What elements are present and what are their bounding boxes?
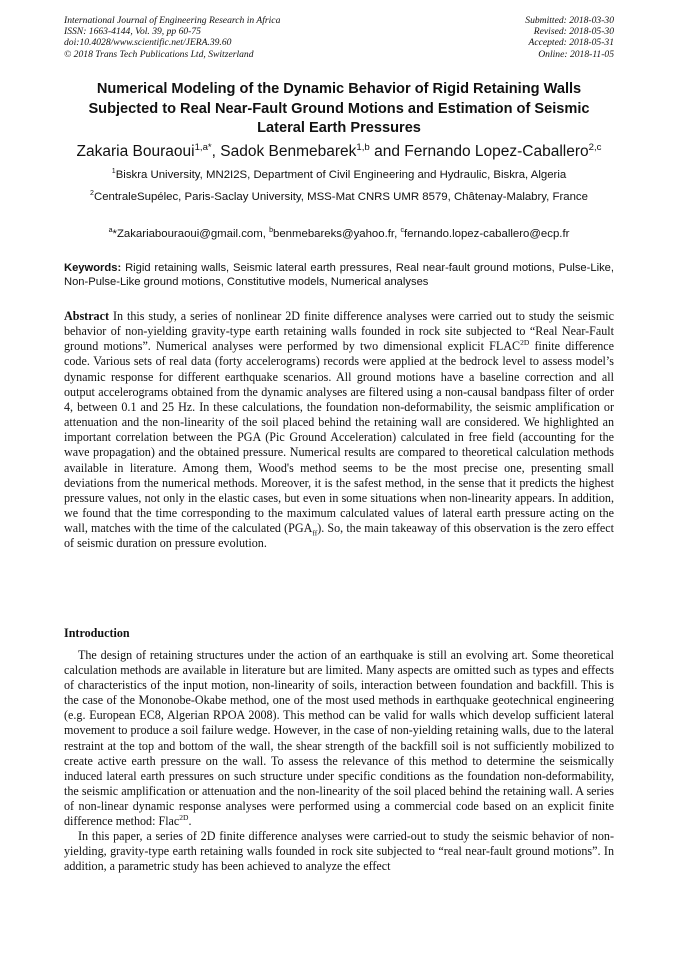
keywords-block [64,261,614,290]
accepted-date: Accepted: 2018-05-31 [528,37,614,49]
abstract-block [64,309,614,552]
author-list [30,142,648,162]
author-separator: , [211,143,221,160]
online-date: Online: 2018-11-05 [538,48,614,60]
affiliation-2 [60,190,618,205]
author-separator: and [369,143,405,160]
introduction-heading: Introduction [64,626,130,640]
journal-header-right [525,15,614,60]
journal-name: International Journal of Engineering Research in Africa [64,15,281,26]
issn-line: ISSN: 1663-4144, Vol. 39, pp 60-75 [64,26,201,38]
author-2: Sadok Benmebarek [220,143,357,160]
journal-header-left [64,15,280,60]
email-b: benmebareks@yahoo.fr, [272,228,401,240]
abstract-text-1: In this study, a series of nonlinear 2D finite difference analyses were carried out to study the seismic behavior of non-yielding gravity-type earth retaining walls founded in rock site subjected to “Real Near-Fault ground motions”. Numerical analyses were performed by two dimensional explicit FLAC [64,309,614,354]
keywords-text: Rigid retaining walls, Seismic lateral earth pressures, Real near-fault ground motions, Pulse-Like, Non-Pulse-Like ground motions, Constitutive models, Numerical analyses [64,262,614,289]
intro-superscript: 2D [179,813,189,822]
affiliation-1 [60,168,618,183]
title-line-1: Numerical Modeling of the Dynamic Behavior of Rigid Retaining Walls [96,81,582,97]
abstract-superscript: 2D [520,338,530,348]
paragraph [64,648,614,829]
author-2-marks: 1,b [356,141,370,153]
revised-date: Revised: 2018-05-30 [533,26,614,38]
title-line-2: Subjected to Real Near-Fault Ground Motions and Estimation of Seismic [88,100,590,117]
author-1-marks: 1,a* [194,141,212,153]
doi-line: doi:10.4028/www.scientific.net/JERA.39.60 [64,37,232,49]
affiliation-1-text: Biskra University, MN2I2S, Department of Civil Engineering and Hydraulic, Biskra, Algeria [115,169,567,181]
email-b-mark: b [269,227,273,235]
author-3-marks: 2,c [588,141,602,153]
abstract-text-3: ). So, the main takeaway of this observation is the zero effect of seismic duration on pressure evolution. [64,521,614,551]
abstract-text-2: finite difference code. Various sets of real data (forty accelerograms) records were applied at the bedrock level to assess model’s dynamic response for different earthquake scenarios. All ground motions have a baseline correction and all output accelerograms obtained from the dynamic analyses are filtered using a non-causal bandpass filter of order 4, between 0.1 and 25 Hz. In these calculations, the foundation non-deformability, the seismic amplification or attenuation and the non-linearity of the soil placed behind the retaining wall are considered. We highlighted an important correlation between the PGA (Pic Ground Acceleration) calculated in free field (accounting for the wave propagation) and the obtained pressure. Numerical results are compared to theoretical calculation methods available in literature. Among them, Wood's method seems to be the most precise one, presenting small deviations from the numerical methods. Moreover, it is the safest method, in the sense that it predicts the highest pressure values, not only in the elastic cases, but even in some situations when non-linearity appears. In addition, we found that the time corresponding to the maximum calculated values of lateral earth pressure acting on the wall, matches with the time of the calculated (PGA [64,339,615,536]
email-c-mark: c [400,227,404,235]
intro-paragraph-1-end: . [188,814,192,829]
title-line-3: Lateral Earth Pressures [257,120,421,136]
author-1: Zakaria Bouraoui [76,143,195,160]
author-3: Fernando Lopez-Caballero [404,143,589,160]
affiliation-2-text: CentraleSupélec, Paris-Saclay University, MSS-Mat CNRS UMR 8579, Châtenay-Malabry, France [93,191,588,203]
email-c: fernando.lopez-caballero@ecp.fr [403,228,570,240]
introduction-body [64,648,614,874]
abstract-label: Abstract [64,309,110,323]
submitted-date: Submitted: 2018-03-30 [525,15,614,26]
abstract-subscript: ff [312,528,318,538]
keywords-label: Keywords: [64,262,122,274]
copyright-line: © 2018 Trans Tech Publications Ltd, Switzerland [64,48,254,60]
email-a: *Zakariabouraoui@gmail.com, [112,228,270,240]
paper-title [40,80,638,139]
email-a-mark: a [108,227,113,235]
affiliation-1-mark: 1 [111,168,116,176]
author-emails [60,227,618,242]
intro-paragraph-1: The design of retaining structures under the action of an earthquake is still an evolving art. Some theoretical calculation methods are available in literature but are limited. Many aspects are omitted such as types and effects of characteristics of the input motion, non-linearity of soils, interaction between foundation and backfill. This is the case of the Mononobe-Okabe method, one of the most used methods in earthquake geotechnical engineering (e.g. European EC8, Algerian RPOA 2008). This method can be valid for walls which develop sufficient lateral movement to produce a soil failure wedge. However, in the case of non-yielding retaining walls, due to the lateral restraint at the top and bottom of the wall, the shear strength of the backfill soil is not sufficiently mobilized to create active earth pressure on the wall. To assess the relevance of this method to determine the seismically induced lateral earth pressures on such structure under specific conditions as the foundation non-deformability, the seismic amplification or attenuation and the non-linearity of the soil placed behind the retaining wall. A series of non-linear dynamic response analyses were performed using a commercial code based on an explicit finite difference method: Flac [64,648,614,829]
intro-paragraph-2: In this paper, a series of 2D finite difference analyses were carried-out to study the seismic behavior of non-yielding, gravity-type earth retaining walls founded in rock site subjected to “real near-fault ground motions”. In addition, a parametric study has been achieved to analyze the effect [64,829,614,874]
affiliation-2-mark: 2 [90,190,94,198]
